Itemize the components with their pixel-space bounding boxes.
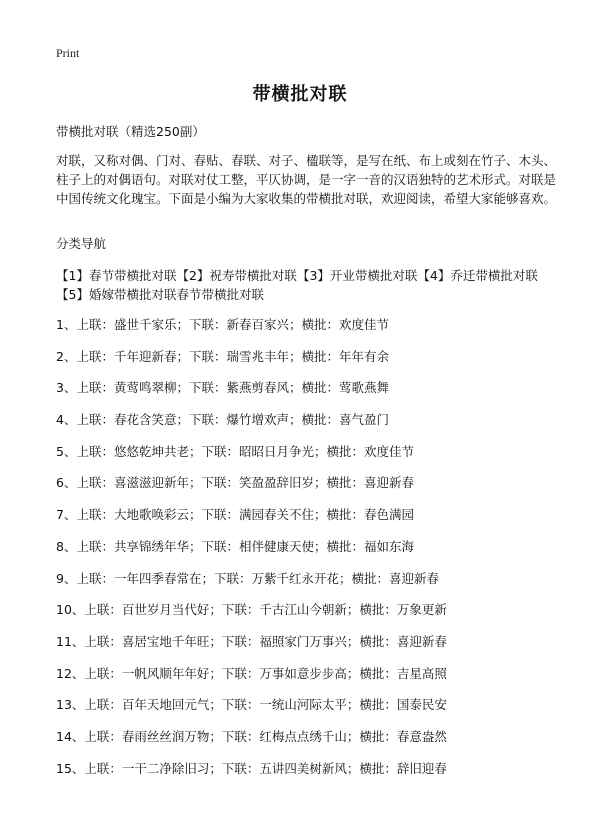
nav-heading: 分类导航	[56, 236, 107, 251]
couplet-item: 2、上联：千年迎新春；下联：瑞雪兆丰年；横批：年年有余	[56, 348, 389, 364]
couplet-item: 12、上联：一帆风顺年年好；下联：万事如意步步高；横批：吉星高照	[56, 665, 447, 681]
couplet-item: 11、上联：喜居宝地千年旺；下联：福照家门万事兴；横批：喜迎新春	[56, 633, 447, 649]
print-link[interactable]: Print	[56, 46, 80, 60]
couplet-item: 7、上联：大地歌唤彩云；下联：满园春关不住；横批：春色满园	[56, 507, 414, 523]
nav-link-opening[interactable]: 【3】开业带横批对联	[296, 268, 418, 283]
category-nav	[56, 266, 556, 304]
nav-link-moving[interactable]: 【4】乔迁带横批对联	[417, 268, 538, 283]
couplet-item: 1、上联：盛世千家乐；下联：新春百家兴；横批：欢度佳节	[56, 317, 389, 332]
nav-link-wedding[interactable]: 【5】婚嫁带横批对联春节带横批对联	[56, 287, 264, 302]
couplet-item: 9、上联：一年四季春常在；下联：万紫千红永开花；横批：喜迎新春	[56, 570, 439, 586]
couplet-item: 6、上联：喜滋滋迎新年；下联：笑盈盈辞旧岁；横批：喜迎新春	[56, 475, 414, 491]
page-title: 带横批对联	[252, 84, 348, 105]
couplet-item: 8、上联：共享锦绣年华；下联：相伴健康天使；横批：福如东海	[56, 538, 414, 554]
couplet-item: 14、上联：春雨丝丝润万物；下联：红梅点点绣千山；横批：春意盎然	[56, 728, 447, 744]
couplet-item: 4、上联：春花含笑意；下联：爆竹增欢声；横批：喜气盈门	[56, 412, 389, 428]
couplet-item: 13、上联：百年天地回元气；下联：一统山河际太平；横批：国泰民安	[56, 697, 447, 713]
couplet-item: 15、上联：一干二净除旧习；下联：五讲四美树新风；横批：辞旧迎春	[56, 760, 447, 776]
couplet-list	[56, 316, 576, 791]
couplet-item: 10、上联：百世岁月当代好；下联：千古江山今朝新；横批：万象更新	[56, 602, 447, 618]
nav-link-spring-festival[interactable]: 【1】春节带横批对联	[56, 268, 177, 283]
intro-paragraph: 对联，又称对偶、门对、春贴、春联、对子、楹联等，是写在纸、布上或刻在竹子、木头、柱子上的对偶语句。对联对仗工整，平仄协调，是一字一音的汉语独特的艺术形式。对联是中国传统文化瑰宝。下面是小编为大家收集的带横批对联，欢迎阅读，希望大家能够喜欢。	[56, 153, 557, 206]
couplet-item: 5、上联：悠悠乾坤共老；下联：昭昭日月争光；横批：欢度佳节	[56, 443, 414, 459]
couplet-item: 3、上联：黄莺鸣翠柳；下联：紫燕剪春风；横批：莺歌燕舞	[56, 380, 389, 396]
nav-link-birthday[interactable]: 【2】祝寿带横批对联	[176, 268, 297, 283]
article-subtitle: 带横批对联（精选250副）	[56, 124, 205, 139]
